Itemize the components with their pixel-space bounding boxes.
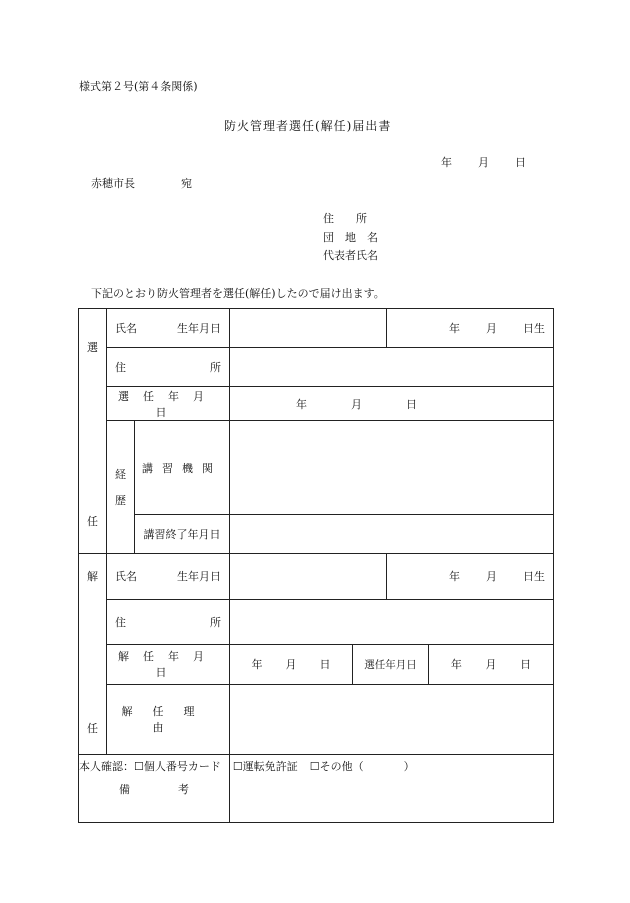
month-label: 月 — [486, 570, 498, 584]
day-label: 日生 — [523, 570, 546, 584]
applicant-org-label: 団 地 名 — [323, 231, 378, 244]
dismiss-date-label — [107, 645, 230, 685]
name-label: 氏名 — [115, 322, 137, 335]
appointed-date-label: 選任年月日 — [353, 645, 429, 685]
dismiss-address-label — [107, 599, 230, 645]
date-month: 月 — [478, 156, 489, 169]
birthdate-label: 生年月日 — [177, 322, 221, 335]
year-label: 年 — [251, 658, 263, 672]
dismiss-reason-field[interactable] — [230, 684, 554, 754]
appointed-date-field[interactable] — [429, 645, 554, 685]
paren-open: （ — [352, 760, 364, 773]
dismiss-side-bottom: 任 — [87, 722, 98, 735]
appoint-date-label — [107, 387, 230, 421]
remarks-label-b: 考 — [178, 782, 189, 796]
day-label: 日 — [406, 397, 417, 411]
appoint-side-bottom: 任 — [87, 515, 98, 528]
appoint-address-field[interactable] — [230, 348, 554, 387]
month-label: 月 — [351, 397, 362, 411]
dismiss-side-label — [79, 554, 107, 755]
form-number: 様式第２号(第４条関係) — [79, 80, 198, 93]
dismiss-name-label — [107, 554, 230, 600]
submission-date — [441, 156, 526, 170]
appoint-side-label — [79, 309, 107, 554]
date-day: 日 — [515, 156, 526, 169]
form-table — [78, 308, 554, 823]
addressee — [91, 177, 192, 191]
dismiss-date-field[interactable] — [230, 645, 353, 685]
form-title: 防火管理者選任(解任)届出書 — [224, 119, 392, 133]
appoint-date-field[interactable] — [230, 387, 554, 421]
dismiss-date-text: 解任年月日 — [118, 650, 218, 680]
birthdate-label: 生年月日 — [177, 570, 221, 584]
career-label — [107, 421, 135, 554]
dismiss-name-field[interactable] — [230, 554, 387, 600]
day-label: 日生 — [523, 322, 546, 335]
dismiss-reason-label — [107, 684, 230, 754]
appoint-date-text: 選任年月日 — [118, 389, 218, 419]
appoint-side-top: 選 — [87, 341, 98, 354]
year-label: 年 — [449, 570, 461, 584]
course-org-label — [135, 421, 230, 515]
dismiss-address-field[interactable] — [230, 599, 554, 645]
year-label: 年 — [449, 322, 461, 335]
id-check-label: 本人確認： — [79, 760, 134, 773]
id-option-other[interactable]: ☐その他 — [309, 760, 353, 773]
date-year: 年 — [441, 156, 452, 169]
address-label-a: 住 — [115, 615, 126, 629]
applicant-rep-label: 代表者氏名 — [323, 249, 378, 262]
appoint-name-label — [107, 309, 230, 348]
address-label-b: 所 — [210, 361, 221, 374]
id-check — [79, 760, 415, 774]
addressee-suffix: 宛 — [181, 177, 192, 190]
day-label: 日 — [520, 658, 532, 672]
dismiss-birthdate-field[interactable] — [387, 554, 554, 600]
course-end-field[interactable] — [230, 515, 554, 554]
address-label-b: 所 — [210, 615, 221, 629]
appoint-birthdate-field[interactable] — [387, 309, 554, 348]
day-label: 日 — [319, 658, 331, 672]
career-top: 経 — [115, 468, 126, 481]
applicant-address-label: 住 所 — [323, 212, 367, 225]
year-label: 年 — [450, 658, 462, 672]
course-end-label: 講習終了年月日 — [135, 515, 230, 554]
year-label: 年 — [296, 397, 307, 411]
address-label-a: 住 — [115, 361, 126, 374]
course-org-text: 講習機関 — [142, 461, 222, 475]
appoint-name-field[interactable] — [230, 309, 387, 348]
dismiss-side-top: 解 — [87, 570, 98, 583]
addressee-name: 赤穂市長 — [91, 177, 135, 190]
id-option-mynumber[interactable]: ☐個人番号カード — [134, 760, 221, 773]
paren-close: ） — [403, 760, 415, 773]
dismiss-reason-text: 解任理由 — [121, 705, 215, 735]
id-option-license[interactable]: ☐運転免許証 — [232, 760, 298, 773]
month-label: 月 — [486, 322, 498, 335]
month-label: 月 — [485, 658, 497, 672]
career-bottom: 歴 — [115, 494, 126, 507]
appoint-address-label — [107, 348, 230, 387]
month-label: 月 — [285, 658, 297, 672]
name-label: 氏名 — [115, 570, 137, 584]
statement: 下記のとおり防火管理者を選任(解任)したので届け出ます。 — [91, 287, 385, 300]
course-org-field[interactable] — [230, 421, 554, 515]
remarks-label-a: 備 — [119, 782, 130, 796]
